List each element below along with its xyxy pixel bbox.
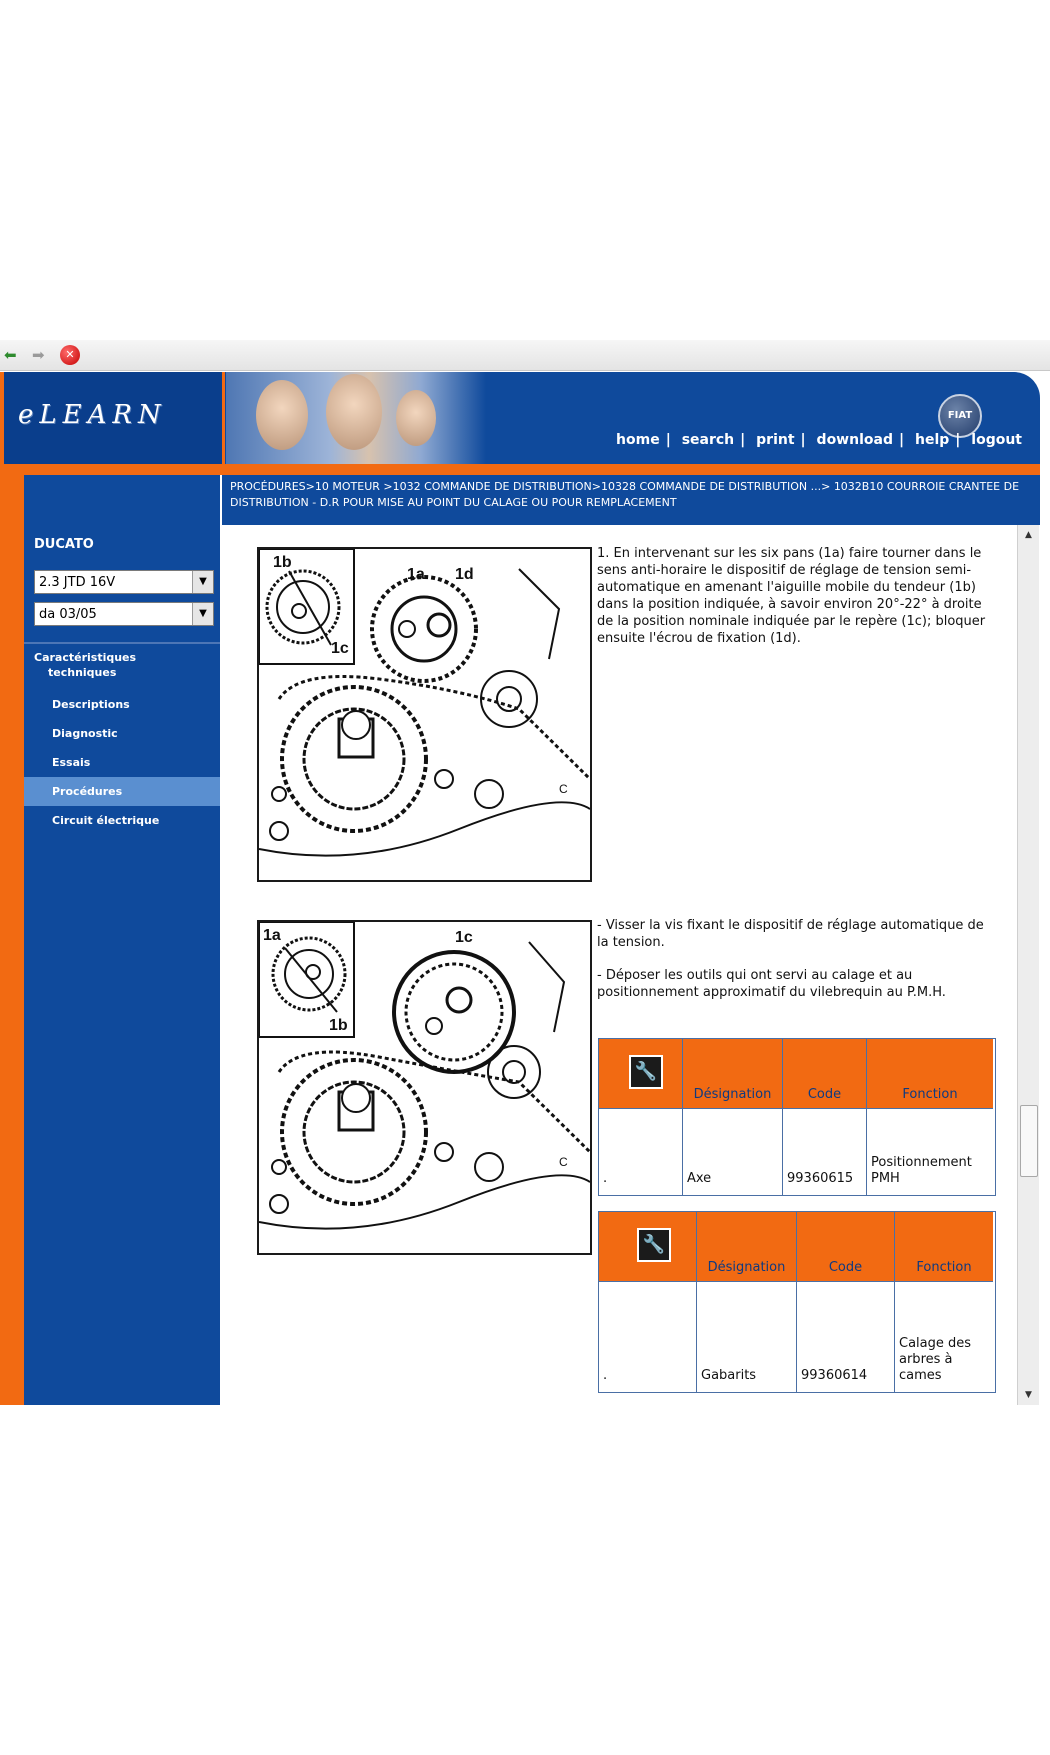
wrench-icon: 🔧 [629,1055,663,1089]
nav-help[interactable]: help [914,432,950,448]
label-c: C [559,1155,568,1169]
engine-select-value: 2.3 JTD 16V [39,575,116,590]
nav-logout[interactable]: logout [971,432,1022,448]
sidebar-item-label: Diagnostic [52,727,118,740]
sidebar-divider [24,642,220,644]
column-header: Désignation [683,1039,783,1109]
main-content [222,525,1017,1405]
wrench-icon: 🔧 [637,1228,671,1262]
scroll-down-icon[interactable]: ▼ [1025,1390,1032,1400]
date-select-value: da 03/05 [39,607,97,622]
chevron-down-icon[interactable]: ▼ [192,603,213,625]
scroll-thumb[interactable] [1020,1105,1038,1177]
table-cell: 99360615 [783,1109,867,1195]
logo-area [4,372,225,464]
table-cell: Calage des arbres à cames [899,1336,972,1383]
forward-arrow-icon[interactable]: ➡ [32,346,45,364]
vehicle-model: DUCATO [34,537,94,552]
site-header [4,372,1040,464]
photo-face [256,380,308,450]
sidebar-cap [24,475,220,525]
sidebar-item-label: Descriptions [52,698,130,711]
timing-diagram-1 [257,547,592,882]
fiat-logo-icon: FIAT [938,394,982,438]
photo-face [326,374,382,450]
left-accent-bar [0,372,24,1405]
scroll-up-icon[interactable]: ▲ [1025,530,1032,540]
tool-table-header [599,1212,995,1282]
instruction-step-1: 1. En intervenant sur les six pans (1a) faire tourner dans le sens anti-horaire le dispositif de réglage de tension semi-automatique en amenant l'aiguille mobile du tendeur (1b) dans la position indiquée, à savoir environ 20°-22° à droite de la position nominale indiquée par le repère (1c); bloquer ensuite l'écrou de fixation (1d). [597,546,986,646]
sidebar-item-descriptions[interactable] [24,690,220,719]
elearn-logo[interactable]: eLEARN [18,400,167,430]
nav-home[interactable]: home [616,432,660,448]
chevron-down-icon[interactable]: ▼ [192,571,213,593]
engine-select[interactable] [34,570,214,594]
timing-diagram-1-drawing [259,549,590,880]
tool-icon-cell [599,1212,697,1282]
sidebar-item-label: Essais [52,756,91,769]
label-1a: 1a [263,927,281,944]
tool-icon-cell [599,1039,683,1109]
table-cell: Positionnement PMH [871,1155,972,1186]
photo-face [396,390,436,446]
column-header: Code [783,1039,867,1109]
sidebar-item-procedures[interactable] [24,777,220,806]
table-cell: . [599,1109,683,1195]
timing-diagram-2 [257,920,592,1255]
table-cell: 99360614 [797,1282,895,1392]
table-cell: . [599,1282,697,1392]
nav-search[interactable]: search [681,432,735,448]
top-navigation: home | search | print | download | help | logout [616,432,1022,448]
header-divider [4,464,1040,475]
table-cell: Axe [683,1109,783,1195]
nav-download[interactable]: download [816,432,893,448]
sidebar-item-label: Procédures [52,785,123,798]
tool-table-header [599,1039,995,1109]
header-photo [226,372,486,464]
date-select[interactable] [34,602,214,626]
timing-diagram-2-drawing [259,922,590,1253]
sidebar [24,475,220,1405]
label-1b: 1b [273,554,292,571]
tool-table [598,1038,996,1196]
nav-print[interactable]: print [756,432,795,448]
browser-toolbar [0,340,1050,371]
sidebar-item-label: Circuit électrique [52,814,160,827]
sidebar-item-caracteristiques[interactable] [24,650,220,690]
app-window [0,340,1050,1405]
label-c: C [559,782,568,796]
sidebar-item-diagnostic[interactable] [24,719,220,748]
label-1d: 1d [455,566,474,583]
label-1c: 1c [455,929,473,946]
sidebar-item-label: Caractéristiques techniques [34,651,137,679]
column-header: Fonction [895,1212,993,1282]
instruction-step-2: - Visser la vis fixant le dispositif de réglage automatique de la tension. [597,918,984,950]
sidebar-menu [24,650,220,835]
breadcrumb[interactable]: PROCÉDURES>10 MOTEUR >1032 COMMANDE DE DISTRIBUTION>10328 COMMANDE DE DISTRIBUTION ...> 1032B10 COURROIE CRANTEE DE DISTRIBUTION - D.R POUR MISE AU POINT DU CALAGE OU POUR REMPLACEMENT [222,475,1040,525]
elearn-frame [0,372,1050,1405]
instruction-step-3: - Déposer les outils qui ont servi au calage et au positionnement approximatif du vilebrequin au P.M.H. [597,968,946,1000]
sidebar-item-circuit-electrique[interactable] [24,806,220,835]
column-header: Code [797,1212,895,1282]
content-scrollbar[interactable] [1017,525,1039,1405]
table-row [599,1282,995,1392]
label-1c: 1c [331,640,349,657]
table-row [599,1109,995,1195]
column-header: Désignation [697,1212,797,1282]
label-1a: 1a [407,566,425,583]
label-1b: 1b [329,1017,348,1034]
stop-icon[interactable]: ✕ [60,345,80,365]
column-header: Fonction [867,1039,993,1109]
table-cell: Gabarits [697,1282,797,1392]
tool-table [598,1211,996,1393]
sidebar-item-essais[interactable] [24,748,220,777]
back-arrow-icon[interactable]: ⬅ [4,346,17,364]
